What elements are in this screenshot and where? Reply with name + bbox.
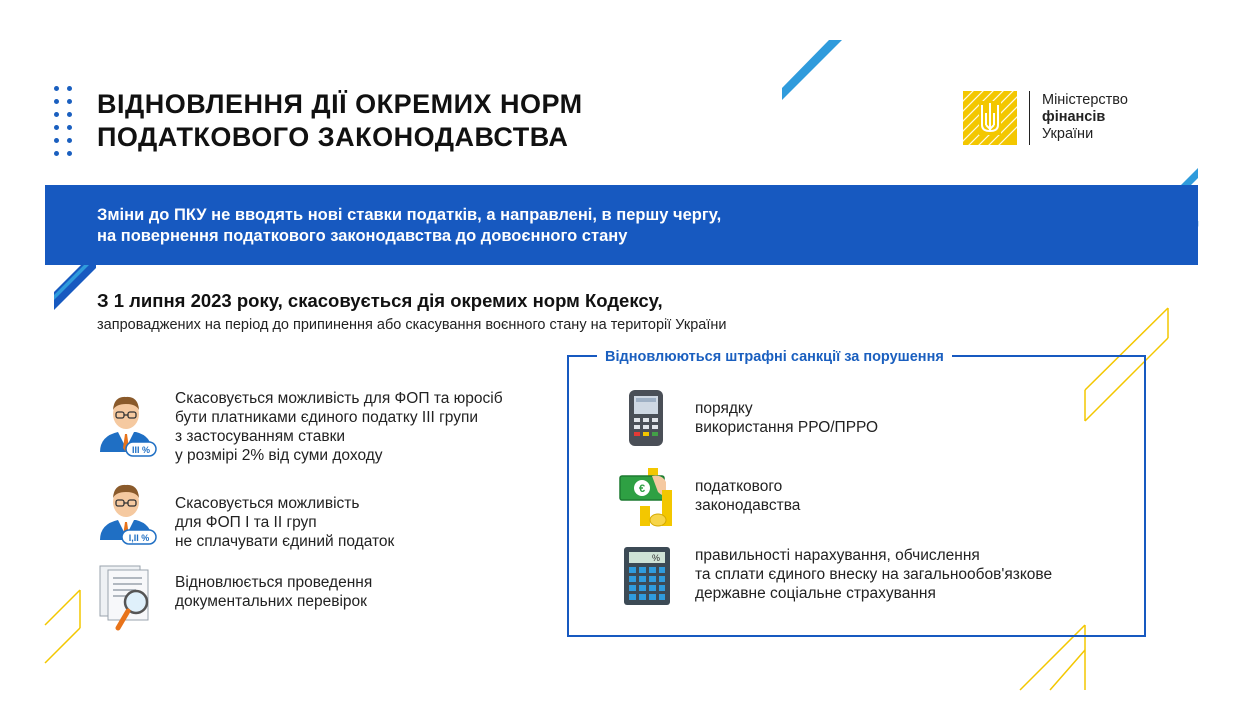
- logo-line: України: [1042, 126, 1094, 142]
- badge-text: I,II %: [128, 533, 150, 543]
- info-banner: [45, 185, 1198, 265]
- item-line: Відновлюється проведення: [175, 574, 373, 591]
- item-line: Скасовується можливість для ФОП та юросіб: [175, 390, 503, 407]
- item-line: порядку: [695, 400, 753, 417]
- banner-line: Зміни до ПКУ не вводять нові ставки податків, а направлені, в першу чергу,: [97, 206, 722, 224]
- item-line: законодавства: [695, 497, 801, 514]
- trident-emblem-icon: [963, 91, 1017, 145]
- item-line: та сплати єдиного внеску на загальнообов'язкове: [695, 566, 1053, 583]
- item-line: правильності нарахування, обчислення: [695, 547, 980, 564]
- title-line: ВІДНОВЛЕННЯ ДІЇ ОКРЕМИХ НОРМ: [97, 89, 583, 119]
- item-line: з застосуванням ставки: [175, 428, 346, 445]
- item-line: для ФОП І та ІІ груп: [175, 514, 317, 531]
- item-line: бути платниками єдиного податку ІІІ групи: [175, 409, 479, 426]
- item-line: Скасовується можливість: [175, 495, 360, 512]
- item-line: податкового: [695, 478, 783, 495]
- page-title: [97, 88, 717, 154]
- item-line: у розмірі 2% від суми доходу: [175, 447, 383, 464]
- money-coins-icon: [618, 466, 674, 528]
- document-magnifier-icon: [96, 562, 160, 634]
- logo-text: [1042, 92, 1128, 143]
- svg-text:%: %: [651, 553, 660, 563]
- left-item-text: [175, 494, 394, 551]
- logo-divider: [1029, 91, 1030, 145]
- sanctions-heading: Відновлюються штрафні санкції за порушення: [597, 349, 952, 365]
- left-item-text: [175, 389, 503, 465]
- item-line: документальних перевірок: [175, 593, 367, 610]
- item-line: використання РРО/ПРРО: [695, 419, 879, 436]
- title-line: ПОДАТКОВОГО ЗАКОНОДАВСТВА: [97, 122, 569, 152]
- person-icon: [96, 392, 158, 460]
- sanction-item-text: [695, 477, 800, 515]
- logo-line: Міністерство: [1042, 92, 1128, 108]
- sanction-item-text: [695, 399, 878, 437]
- calculator-icon: [622, 545, 672, 607]
- lead-heading: З 1 липня 2023 року, скасовується дія окремих норм Кодексу,: [97, 290, 663, 311]
- sanction-item-text: [695, 546, 1052, 603]
- item-line: не сплачувати єдиний податок: [175, 533, 395, 550]
- left-item-text: [175, 573, 372, 611]
- ministry-logo: [963, 89, 1163, 149]
- badge-text: III %: [131, 445, 151, 455]
- svg-text:€: €: [638, 483, 646, 495]
- item-line: державне соціальне страхування: [695, 585, 936, 602]
- banner-text: [97, 205, 721, 247]
- pos-terminal-icon: [626, 388, 666, 448]
- decorative-dots: [54, 86, 80, 156]
- person-icon: [96, 480, 158, 548]
- logo-line: фінансів: [1042, 109, 1106, 125]
- banner-line: на повернення податкового законодавства до довоєнного стану: [97, 227, 628, 245]
- lead-subtitle: запроваджених на період до припинення або скасування воєнного стану на території України: [97, 317, 727, 333]
